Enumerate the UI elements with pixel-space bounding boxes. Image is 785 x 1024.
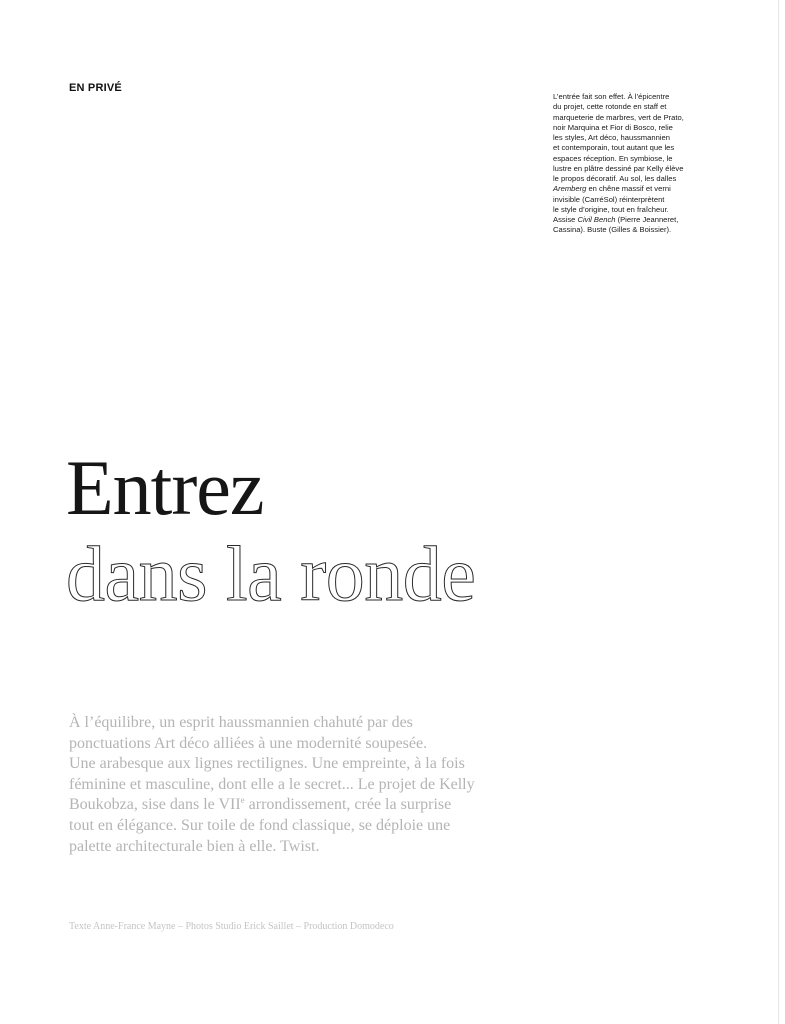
caption-line: invisible (CarréSol) réinterprètent xyxy=(553,194,665,204)
intro-paragraph xyxy=(69,713,519,857)
caption-line: espaces réception. En symbiose, le xyxy=(553,153,673,163)
caption-line xyxy=(553,184,713,194)
caption-line: marqueterie de marbres, vert de Prato, xyxy=(553,112,684,122)
caption-text: (Pierre Jeanneret, xyxy=(615,215,679,224)
caption-line: du projet, cette rotonde en staff et xyxy=(553,102,667,112)
caption-product-name: Aremberg xyxy=(553,184,587,194)
ordinal-superscript: e xyxy=(240,795,245,806)
headline-line-2: dans la ronde xyxy=(66,530,476,617)
article-credits: Texte Anne-France Mayne – Photos Studio Erick Saillet – Production Domodeco xyxy=(69,921,394,932)
intro-line: tout en élégance. Sur toile de fond classique, se déploie une xyxy=(69,816,451,834)
intro-line: Une arabesque aux lignes rectilignes. Une empreinte, à la fois xyxy=(69,755,465,773)
page-edge-divider xyxy=(778,0,779,1024)
intro-line: féminine et masculine, dont elle a le secret... Le projet de Kelly xyxy=(69,775,475,793)
intro-line: palette architecturale bien à elle. Twist. xyxy=(69,837,320,855)
caption-line xyxy=(553,215,713,225)
caption-line: les styles, Art déco, haussmannien xyxy=(553,133,670,142)
intro-line: ponctuations Art déco alliées à une modernité soupesée. xyxy=(69,734,428,752)
caption-line: le style d’origine, tout en fraîcheur. xyxy=(553,204,669,214)
caption-product-name: Civil Bench xyxy=(577,215,616,224)
caption-line: et contemporain, tout autant que les xyxy=(553,143,675,153)
intro-text: Boukobza, sise dans le VII xyxy=(69,796,241,814)
section-rubric: EN PRIVÉ xyxy=(69,82,122,94)
caption-line: le propos décoratif. Au sol, les dalles xyxy=(553,174,677,183)
intro-line: À l’équilibre, un esprit haussmannien chahuté par des xyxy=(69,714,413,731)
caption-text: en chêne massif et verni xyxy=(586,184,671,194)
intro-line xyxy=(69,795,519,816)
caption-line: lustre en plâtre dessiné par Kelly élève xyxy=(553,163,684,173)
caption-line: noir Marquina et Fior di Bosco, relie xyxy=(553,122,673,132)
headline-line-1: Entrez xyxy=(66,444,264,531)
caption-text: Assise xyxy=(553,215,578,224)
intro-text: arrondissement, crée la surprise xyxy=(244,796,452,814)
caption-line: Cassina). Buste (Gilles & Boissier). xyxy=(553,225,672,235)
photo-caption xyxy=(553,92,713,236)
caption-line: L’entrée fait son effet. À l’épicentre xyxy=(553,92,670,101)
